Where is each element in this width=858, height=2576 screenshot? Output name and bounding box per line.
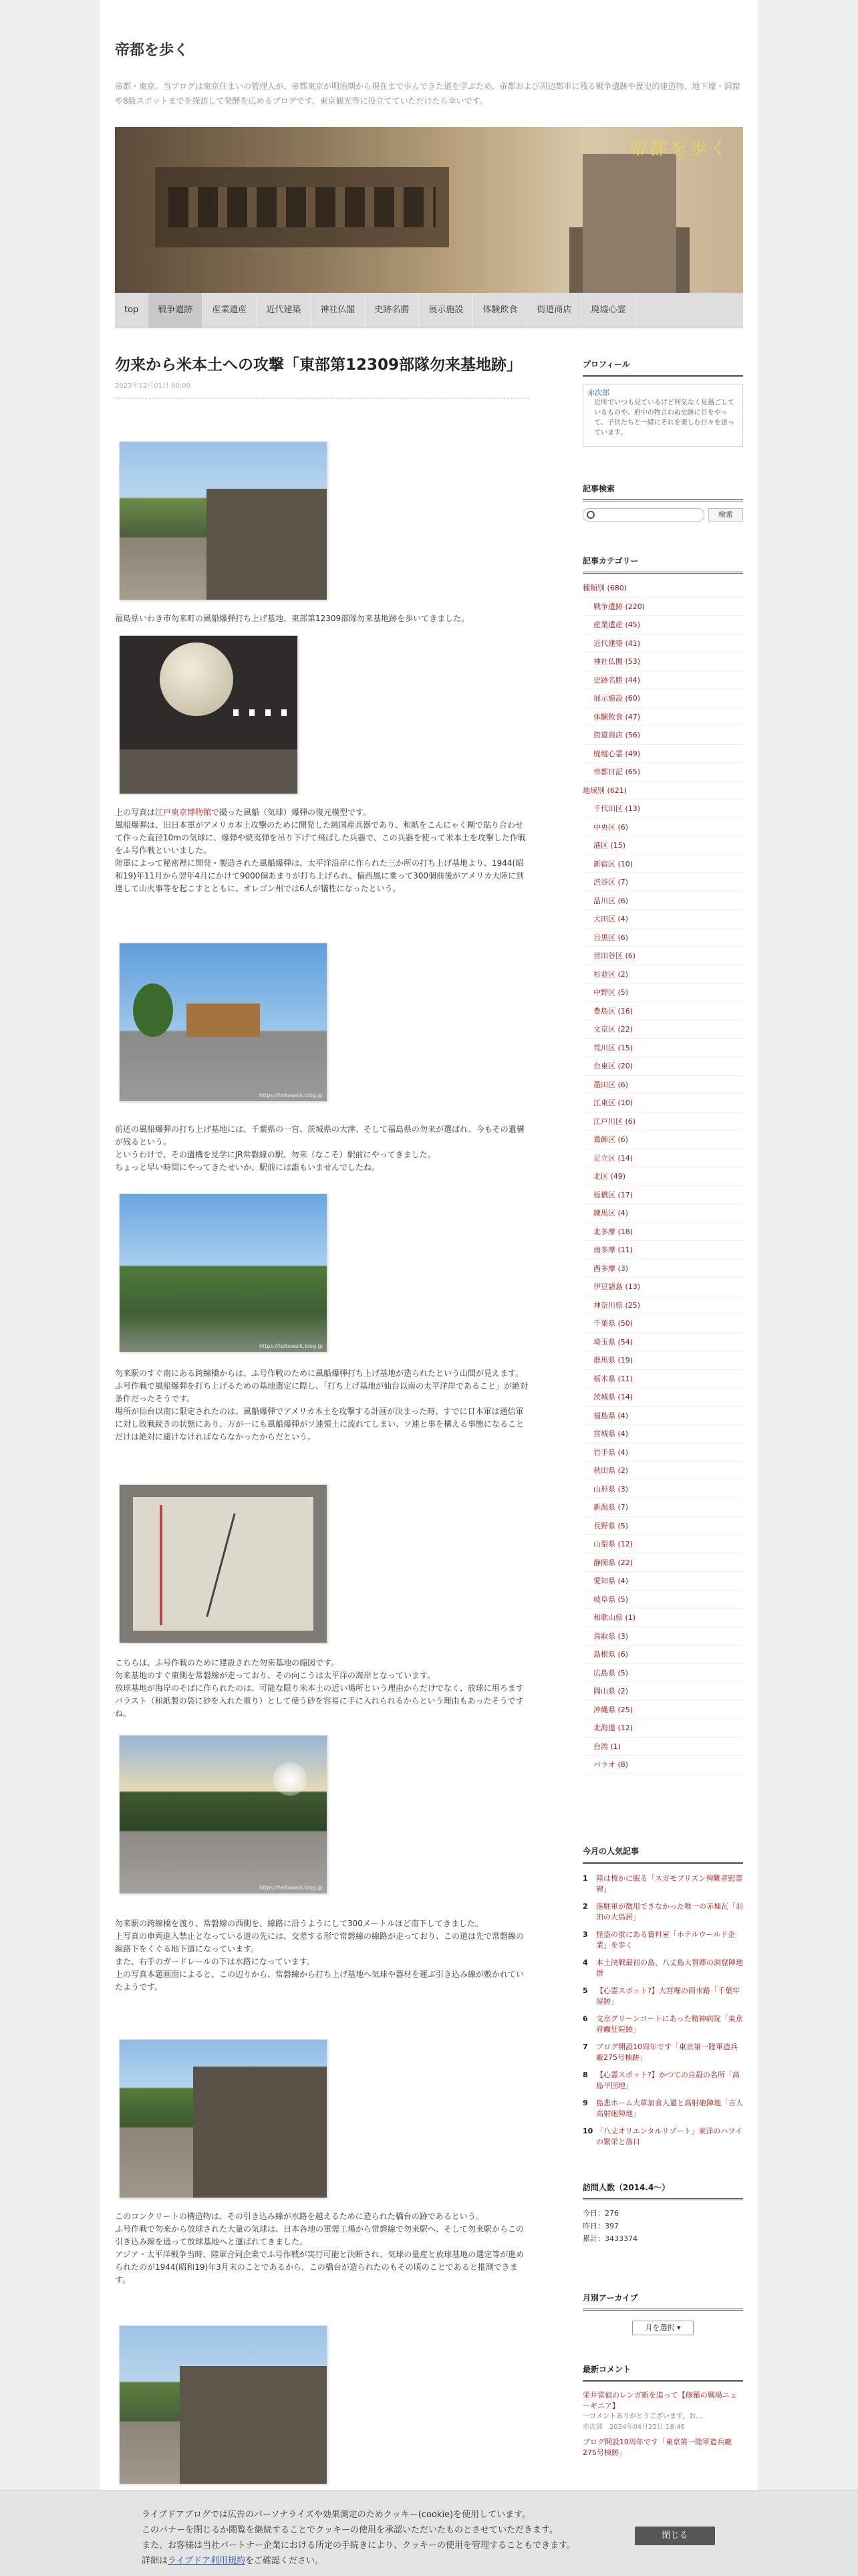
photo-abutment-block [180, 2366, 327, 2484]
category-item[interactable]: 墨田区 (6) [583, 1076, 743, 1094]
paragraph-intro: 福島県いわき市勿来町の風船爆弾打ち上げ基地、東部第12309部隊勿来基地跡を歩いてきました。 [115, 614, 470, 623]
category-item[interactable]: 荒川区 (15) [583, 1039, 743, 1058]
nav-item-3[interactable]: 近代建築 [257, 293, 311, 328]
category-item[interactable]: 愛知県 (4) [583, 1572, 743, 1591]
category-item[interactable]: 中野区 (5) [583, 983, 743, 1002]
category-item[interactable]: 戦争遺跡 (220) [583, 598, 743, 616]
visitor-count: 累計：3433374 [583, 2234, 637, 2243]
category-item[interactable]: 栃木県 (11) [583, 1370, 743, 1389]
category-item[interactable]: 和歌山県 (1) [583, 1609, 743, 1627]
category-item[interactable]: 渋谷区 (7) [583, 873, 743, 892]
terms-link[interactable]: ライブドア利用規約 [168, 2556, 245, 2566]
category-item[interactable]: 史跡名勝 (44) [583, 671, 743, 690]
category-item[interactable]: 神社仏閣 (53) [583, 653, 743, 671]
nav-item-7[interactable]: 体験飲食 [473, 293, 527, 328]
category-item[interactable]: 杉並区 (2) [583, 965, 743, 984]
site-description: 帝都・東京。当ブログは東京住まいの管理人が、帝都東京が明治期から現在まで歩んできた道を学ぶため、帝都および周辺都市に残る戦争遺跡や歴史的建造物、地下壕・洞窟や8級スポットまでを探訪して発酵を広めるブログです。東京観光等に役立てていただけたら幸いです。 [115, 82, 740, 106]
ranking-item[interactable]: 10 「八丈オリエンタルリゾート」東洋のハワイの繁栄と落日 [583, 2127, 743, 2146]
category-item[interactable]: 文京区 (22) [583, 1020, 743, 1039]
sidebar-archive [583, 2292, 743, 2335]
photo-road-sunrise[interactable] [119, 1735, 327, 1894]
category-item[interactable]: 練馬区 (4) [583, 1204, 743, 1223]
category-item[interactable]: 港区 (15) [583, 836, 743, 855]
post-date: 2023年12月01日 00:00 [115, 380, 529, 398]
category-item[interactable]: 秋田県 (2) [583, 1461, 743, 1480]
category-item[interactable]: 岡山県 (2) [583, 1682, 743, 1701]
archive-select[interactable]: 月を選択 ▾ [632, 2321, 694, 2335]
category-item[interactable]: 新潟県 (7) [583, 1498, 743, 1517]
comment-excerpt: 一コメントありがとうございます。お… [583, 2413, 703, 2420]
category-item[interactable]: 目黒区 (6) [583, 929, 743, 947]
category-item[interactable]: 埼玉県 (54) [583, 1333, 743, 1352]
comments-heading: 最新コメント [583, 2363, 743, 2382]
photo-station-building [186, 1004, 260, 1037]
paragraph-balloon: 上の写真は江戸東京博物館で撮った風船（気球）爆弾の復元模型です。 風船爆弾は、旧日本軍がアメリカ本土攻撃のために開発した純国産兵器であり、和紙をこんにゃく糊で貼り合わせて作った直径10mの気球に、爆弾や焼夷弾を吊り下げて飛ばした兵器で、この兵器を使って米本土を攻撃した作戦をふ号作戦といいました。 陸軍によって秘密裡に開発・製造された風船爆弾は、太平洋沿岸に作られた三か所の打ち上げ基地より、1944(昭和19)年11月から翌年4月にかけて9000個あまりが打ち上げられ、偏西風に乗って300個前後がアメリカ大陸に到達して山火事等を起こすとともに、オレゴン州では6人が犠牲になったという。 [115, 808, 526, 893]
nav-item-1[interactable]: 戦争遺跡 [148, 293, 202, 328]
category-item[interactable]: 展示施設 (60) [583, 689, 743, 708]
category-item[interactable]: 山形県 (3) [583, 1480, 743, 1499]
photo-abutment-block [193, 2067, 327, 2198]
search-button[interactable]: 検索 [708, 508, 743, 521]
sidebar-search [583, 483, 743, 521]
ranking-item[interactable]: 9 島悲ホーム大草加食入道と高射砲陣地「吉人高射砲陣地」 [583, 2099, 743, 2118]
ranking-item[interactable]: 5 【心霊スポット?】大宮堀の雨水路「千葉牢屋跡」 [583, 1986, 740, 2006]
profile-name[interactable]: 赤次郎 [587, 388, 609, 397]
photo-watermark: https://teitowalk.blog.jp [259, 1885, 323, 1891]
category-item[interactable]: 伊豆諸島 (13) [583, 1278, 743, 1296]
ranking-item[interactable]: 6 文京グリーンコートにあった精神病院「東京府癲狂院跡」 [583, 2014, 743, 2034]
visitor-count: 昨日：397 [583, 2222, 619, 2230]
category-item[interactable]: 西多摩 (3) [583, 1260, 743, 1278]
category-item[interactable]: 地域別 (621) [583, 782, 743, 800]
sidebar-categories [583, 555, 743, 1774]
main-article [115, 354, 529, 2285]
category-item[interactable]: 足立区 (14) [583, 1149, 743, 1168]
photo-abutment-closeup[interactable] [119, 2325, 327, 2484]
category-item[interactable]: 沖縄県 (25) [583, 1701, 743, 1720]
category-item[interactable]: 北多摩 (18) [583, 1223, 743, 1242]
category-item[interactable]: 台東区 (20) [583, 1057, 743, 1076]
ranking-item[interactable]: 2 進駐軍が徴用できなかった唯一の赤煉瓦「羽田の大鳥居」 [583, 1902, 743, 1921]
photo-watermark: https://teitowalk.blog.jp [259, 1343, 323, 1349]
ranking-item[interactable]: 8 【心霊スポット?】かつての自殺の名所「高島平団地」 [583, 2071, 740, 2090]
profile-heading: プロフィール [583, 358, 743, 377]
photo-hills-view[interactable] [119, 1193, 327, 1353]
chevron-down-icon: ▾ [676, 2323, 681, 2332]
photo-base-map-board[interactable] [119, 1484, 327, 1643]
photo-wall-block [206, 489, 327, 600]
visitors-heading: 訪問人数（2014.4～） [583, 2182, 743, 2200]
category-item[interactable]: 豊島区 (16) [583, 1002, 743, 1021]
paragraph-road: 勿来駅の跨線橋を渡り、常磐線の西側を、線路に沿うようにして300メートルほど南下してきました。 上写真の車両進入禁止となっている道の先には、交差する形で常磐線の線路が走っており、この道は先で常磐線の線路下をくぐる地下道になっています。 また、右手のガードレールの下は水路になっています。 上の写真本題画面によると、この辺りから、常磐線から打ち上げ基地へ気球や器材を運ぶ引き込み線が敷かれていたようです。 [115, 1919, 525, 1992]
global-nav [115, 293, 743, 328]
category-item[interactable]: 台湾 (1) [583, 1738, 743, 1756]
balloon-icon [160, 642, 233, 716]
category-item[interactable]: 種類別 (680) [583, 579, 743, 598]
sidebar-comments [583, 2363, 743, 2458]
paragraph-map: こちらは、ふ号作戦のために建設された勿来基地の縮図です。 勿来基地のすぐ東側を常磐線が走っており、その向こうは太平洋の海岸となっています。 放球基地が海岸のそばに作られたのは、可能な限り米本土の近い場所という理由からだけでなく、放球に用ろますバラスト（和紙製の袋に砂を入れた重り）として使う砂を容易に手に入れられるからという理由もあったそうですね。 [115, 1658, 524, 1718]
paragraph-abutment: このコンクリートの構造物は、その引き込み線が水路を越えるために造られた橋台の跡であるという。 ふ号作戦で勿来から放球された大量の気球は、日本各地の軍需工場から常磐線で勿来駅へ、そして勿来駅からこの引き込み線を通って放球基地へと運ばれてきました。 アジア・太平洋戦争当時、陸軍合同企業でふ号作戦が実行可能と決断され、気球の量産と放球基地の選定等が進められたのが1944(昭和19)年3月末のことであるから、この橋台が造られたのもその頃のことであると推測できます。 [115, 2212, 525, 2285]
comment-link[interactable]: ブログ開設10周年です「東京第一陸軍造兵廠275号棟跡」 [583, 2438, 732, 2457]
profile-box [583, 384, 743, 447]
photo-balloon-model[interactable] [119, 635, 298, 794]
category-item[interactable]: 北海道 (12) [583, 1719, 743, 1738]
category-item[interactable]: 神奈川県 (25) [583, 1296, 743, 1315]
category-item[interactable]: 江戸川区 (6) [583, 1113, 743, 1131]
photo-bridge-abutment[interactable] [119, 2039, 327, 2198]
nav-item-5[interactable]: 史跡名勝 [365, 293, 419, 328]
ranking-item[interactable]: 7 ブログ開設10周年です「東京第一陸軍造兵廠275号棟跡」 [583, 2042, 738, 2062]
category-item[interactable]: 江東区 (10) [583, 1094, 743, 1113]
search-icon [587, 511, 595, 519]
category-item[interactable]: 街道商店 (56) [583, 726, 743, 745]
category-item[interactable]: 岩手県 (4) [583, 1443, 743, 1462]
category-item[interactable]: 体験飲食 (47) [583, 708, 743, 727]
category-item[interactable]: 新宿区 (10) [583, 855, 743, 874]
nav-item-9[interactable]: 廃墟心霊 [581, 293, 635, 328]
category-item[interactable]: 長野県 (5) [583, 1517, 743, 1536]
nav-item-6[interactable]: 展示施設 [419, 293, 473, 328]
paragraph-station: 前述の風船爆弾の打ち上げ基地には、千葉県の一宮、茨城県の大津、そして福島県の勿来が選ばれ、今もその遺構が残るという。 というわけで、その遺構を見学にJR常磐線の駅、勿来（なこそ）駅前にやってきました。 ちょっと早い時間にやってきたせいか、駅前には誰もいませんでしたね。 [115, 1125, 525, 1172]
photo-ceiling-lights [233, 709, 287, 716]
page-wrapper [100, 0, 758, 2575]
category-heading: 記事カテゴリー [583, 555, 743, 574]
cookie-banner [0, 2490, 858, 2576]
nav-item-0[interactable]: top [115, 293, 148, 328]
photo-tree [133, 983, 173, 1037]
category-item[interactable]: 千代田区 (13) [583, 800, 743, 818]
site-title[interactable]: 帝都を歩く [115, 42, 189, 59]
header-banner[interactable] [115, 127, 743, 293]
category-item[interactable]: 帝都日記 (65) [583, 763, 743, 782]
sidebar-ranking [583, 1845, 743, 2154]
photo-sun [273, 1762, 307, 1796]
category-item[interactable]: 静岡県 (22) [583, 1554, 743, 1572]
ranking-item[interactable]: 4 本土決戦最初の島、八丈島大賀郷の洞窟陣地群 [583, 1958, 743, 1978]
link-edo-tokyo-museum[interactable]: 江戸東京博物館 [155, 808, 212, 817]
category-item[interactable]: 鳥取県 (3) [583, 1627, 743, 1646]
nav-item-4[interactable]: 神社仏閣 [311, 293, 365, 328]
category-item[interactable]: 北区 (49) [583, 1167, 743, 1186]
photo-nakoso-station[interactable] [119, 943, 327, 1102]
photo-watermark: https://teitowalk.blog.jp [259, 1092, 323, 1098]
paragraph-hills: 勿来駅のすぐ南にある跨線橋からは、ふ号作戦のために風船爆弾打ち上げ基地が造られたという山間が見えます。 ふ号作戦で風船爆弾を打ち上げるための基地選定に際し、「打ち上げ基地が仙台以南の太平洋岸であること」が絶対条件だったそうです。 場所が仙台以南に限定されたのは、風船爆弾でアメリカ本土を攻撃する計画が決まった時、すでに日本軍は通信軍に対し敗戦続きの状態にあり、万が一にも風船爆弾がソ連領土に流れてしまい、ソ連と事を構える事態になることだけは絶対に避けなければならなかったからだという。 [115, 1369, 529, 1441]
profile-text: 近所でいつも見ているけど何気なく見過ごしているものや、府中の物言わぬ史跡に目をやって、子供たちと一緒にそれを楽しむ日々を送っています。 [594, 399, 734, 437]
nav-item-8[interactable]: 街道商店 [527, 293, 581, 328]
category-item[interactable]: 群馬県 (19) [583, 1351, 743, 1370]
category-item[interactable]: 山梨県 (12) [583, 1535, 743, 1554]
category-item[interactable]: 千葉県 (50) [583, 1314, 743, 1333]
cookie-text: ライブドアブログでは広告のパーソナライズや効果測定のためクッキー(cookie)を使用しています。 このバナーを閉じるか閲覧を継続することでクッキーの使用を承認いただいたものとさせていただきます。 また、お客様は当社パートナー企業における所定の手続きにより、クッキーの使用を管理することもできます。 詳細はライブドア利用規約をご確認ください。 [142, 2510, 575, 2566]
category-item[interactable]: 近代建築 (41) [583, 634, 743, 653]
cookie-close-button[interactable]: 閉じる [635, 2527, 715, 2545]
category-item[interactable]: 板橋区 (17) [583, 1186, 743, 1205]
category-item[interactable]: 茨城県 (14) [583, 1388, 743, 1407]
sidebar-profile [583, 358, 743, 447]
search-heading: 記事検索 [583, 483, 743, 501]
category-item[interactable]: 南多摩 (11) [583, 1241, 743, 1260]
archive-heading: 月別アーカイブ [583, 2292, 743, 2311]
visitor-count: 今日：276 [583, 2209, 619, 2218]
category-item[interactable]: 産業遺産 (45) [583, 616, 743, 634]
sidebar-visitors [583, 2182, 743, 2245]
category-item[interactable]: 大田区 (4) [583, 910, 743, 929]
category-item[interactable]: 岐阜県 (5) [583, 1591, 743, 1609]
ranking-item[interactable]: 3 怪盗の蛍にある資料室「ホテルウールド企業」を歩く [583, 1930, 736, 1950]
post-title[interactable]: 勿来から米本土への攻撃「東部第12309部隊勿来基地跡」 [115, 356, 523, 374]
category-item[interactable]: 広島県 (5) [583, 1664, 743, 1683]
banner-monument [583, 154, 676, 293]
photo-map-lines [160, 1505, 162, 1625]
photo-floor [120, 749, 297, 794]
category-item[interactable]: 中央区 (6) [583, 818, 743, 837]
category-item[interactable]: パラオ (8) [583, 1756, 743, 1774]
category-item[interactable]: 品川区 (6) [583, 892, 743, 911]
category-item[interactable]: 福島県 (4) [583, 1407, 743, 1425]
banner-title: 帝都を歩く [629, 139, 730, 159]
nav-item-2[interactable]: 産業遺産 [202, 293, 257, 328]
comment-meta: 赤次郎 2024年04月25日 18:46 [583, 2424, 685, 2431]
ranking-item[interactable]: 1 陸は桜かに眠る「スガモプリズン殉難者慰霊碑」 [583, 1874, 743, 1893]
photo-concrete-wall[interactable] [119, 441, 327, 600]
comment-link[interactable]: 栄井雷偵のレンガ新を追って【修羅の戦場ニューギニア】 [583, 2391, 737, 2410]
category-item[interactable]: 葛飾区 (6) [583, 1131, 743, 1149]
category-item[interactable]: 廃墟心霊 (49) [583, 745, 743, 764]
category-item[interactable]: 島根県 (6) [583, 1645, 743, 1664]
category-item[interactable]: 世田谷区 (6) [583, 947, 743, 965]
category-item[interactable]: 宮城県 (4) [583, 1425, 743, 1443]
search-input[interactable] [583, 508, 704, 521]
ranking-heading: 今月の人気記事 [583, 1845, 743, 1864]
banner-building-windows [168, 187, 436, 227]
